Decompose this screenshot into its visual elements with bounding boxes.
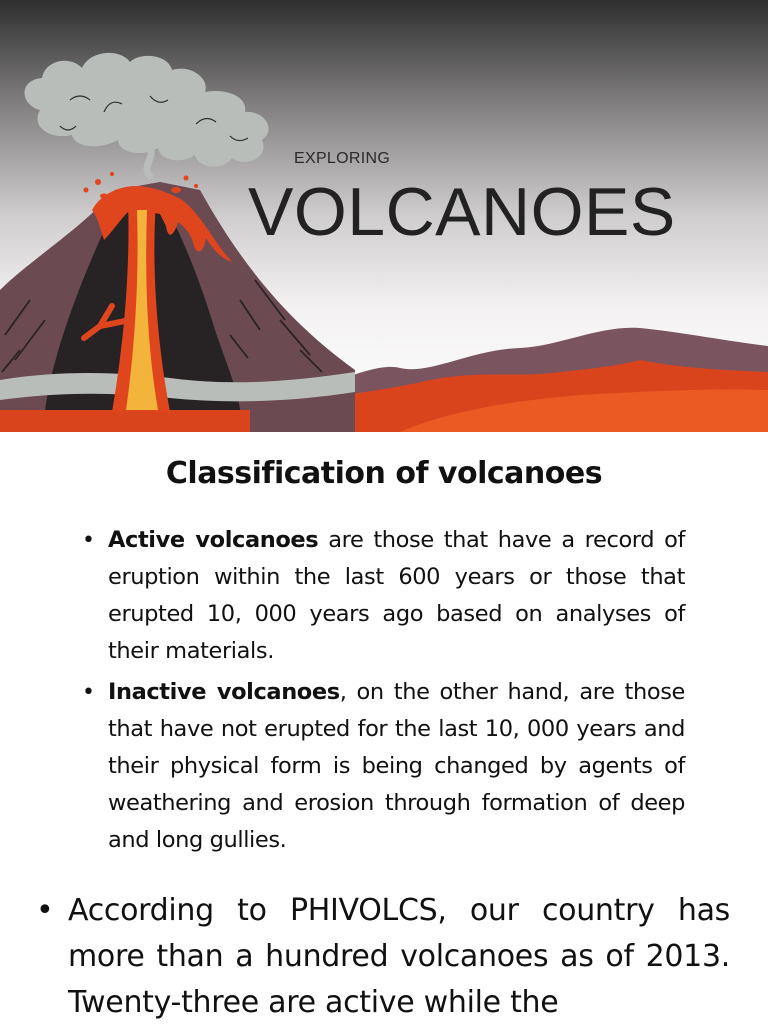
list-item xyxy=(80,522,685,670)
list-item xyxy=(80,674,685,859)
title-slide xyxy=(0,0,768,432)
bullet-icon: • xyxy=(82,680,95,705)
phivolcs-note xyxy=(32,888,730,1026)
classification-list xyxy=(80,522,685,863)
term-active: Active volcanoes xyxy=(108,527,319,553)
slide-subtitle: EXPLORING xyxy=(294,150,391,167)
bullet-icon: • xyxy=(36,893,54,928)
definition-inactive: , on the other hand, are those that have not erupted for the last 10, 000 years and their physical form is being changed by agents of weathering and erosion through formation of deep and long gullies. xyxy=(108,679,685,853)
slide-title: VOLCANOES xyxy=(248,174,676,250)
note-text: According to PHIVOLCS, our country has more than a hundred volcanoes as of 2013. Twenty-three are active while the xyxy=(68,893,730,1020)
term-inactive: Inactive volcanoes xyxy=(108,679,340,705)
list-item xyxy=(32,888,730,1026)
section-heading: Classification of volcanoes xyxy=(165,456,603,491)
bullet-icon: • xyxy=(82,528,95,553)
definition-active: are those that have a record of eruption within the last 600 years or those that erupted 10, 000 years ago based on analyses of their materials. xyxy=(108,527,685,664)
classification-section xyxy=(0,432,768,1024)
